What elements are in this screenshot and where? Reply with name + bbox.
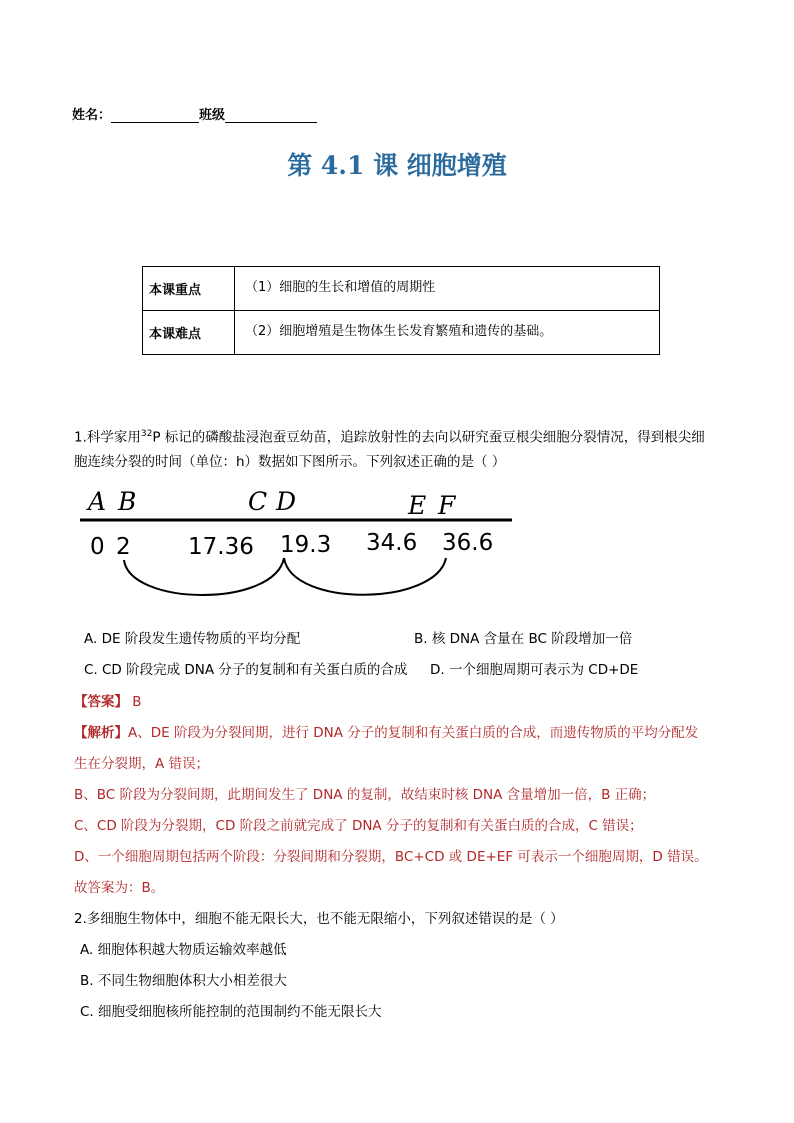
timeline-letter: C — [248, 487, 268, 516]
keypoint-label: 本课难点 — [143, 311, 235, 355]
timeline-number: 34.6 — [366, 530, 418, 556]
q1-option-a[interactable]: A. DE 阶段发生遗传物质的平均分配 — [84, 631, 301, 647]
timeline-letter: B — [118, 487, 137, 516]
analysis-label: 【解析】 — [74, 725, 128, 741]
q2-option-a[interactable]: A. 细胞体积越大物质运输效率越低 — [80, 942, 287, 958]
q1-answer — [74, 692, 142, 712]
q1-option-d[interactable]: D. 一个细胞周期可表示为 CD+DE — [430, 662, 639, 678]
q1-stem-text: P 标记的磷酸盐浸泡蚕豆幼苗，追踪放射性的去向以研究蚕豆根尖细胞分裂情况，得到根尖细 — [152, 429, 705, 446]
q1-superscript: 32 — [140, 429, 153, 439]
page-title: 第 4.1 课 细胞增殖 — [287, 151, 507, 180]
q2-stem: 2.多细胞生物体中，细胞不能无限长大，也不能无限缩小，下列叙述错误的是（ ） — [74, 911, 564, 927]
timeline-number: 0 — [90, 534, 105, 560]
q1-analysis-line: 生在分裂期，A 错误； — [74, 756, 210, 772]
table-row — [143, 267, 660, 311]
answer-label: 【答案】 — [74, 694, 128, 710]
keypoints-table — [142, 266, 660, 355]
q1-stem-line1 — [74, 424, 705, 448]
q2-option-b[interactable]: B. 不同生物细胞体积大小相差很大 — [80, 973, 287, 989]
timeline-letter: D — [276, 487, 297, 516]
q1-stem-line2: 胞连续分裂的时间（单位：h）数据如下图所示。下列叙述正确的是（ ） — [74, 454, 506, 470]
q1-analysis-line — [74, 723, 698, 743]
name-label: 姓名： — [72, 108, 112, 123]
table-row — [143, 311, 660, 355]
analysis-text: A、DE 阶段为分裂间期，进行 DNA 分子的复制和有关蛋白质的合成，而遗传物质的平均分配发 — [128, 725, 699, 741]
timeline-number: 19.3 — [280, 532, 332, 558]
q1-analysis-line: C、CD 阶段为分裂期，CD 阶段之前就完成了 DNA 分子的复制和有关蛋白质的合成，C 错误； — [74, 818, 643, 834]
q2-option-c[interactable]: C. 细胞受细胞核所能控制的范围制约不能无限长大 — [80, 1004, 382, 1020]
q1-analysis-line: D、一个细胞周期包括两个阶段：分裂间期和分裂期，BC+CD 或 DE+EF 可表示一个细胞周期，D 错误。 — [74, 849, 708, 865]
q1-conclusion: 故答案为：B。 — [74, 880, 165, 896]
keypoint-content: （2）细胞增殖是生物体生长发育繁殖和遗传的基础。 — [235, 311, 660, 355]
q1-option-b[interactable]: B. 核 DNA 含量在 BC 阶段增加一倍 — [414, 631, 633, 647]
timeline-number: 2 — [116, 534, 131, 560]
timeline-letter: E — [408, 491, 427, 520]
name-blank[interactable] — [111, 108, 199, 123]
timeline-number: 36.6 — [442, 530, 494, 556]
timeline-letter: F — [438, 491, 456, 520]
q1-stem-text: 1.科学家用 — [74, 429, 141, 446]
cell-cycle-timeline — [78, 484, 518, 606]
cycle-arc-bc — [124, 558, 284, 595]
answer-value: B — [132, 694, 142, 710]
cycle-arc-de — [284, 558, 446, 595]
student-info-line — [72, 104, 317, 123]
keypoint-label: 本课重点 — [143, 267, 235, 311]
q1-option-c[interactable]: C. CD 阶段完成 DNA 分子的复制和有关蛋白质的合成 — [84, 662, 408, 678]
timeline-number: 17.36 — [188, 534, 254, 560]
q1-analysis-line: B、BC 阶段为分裂间期，此期间发生了 DNA 的复制，故结束时核 DNA 含量增加一倍，B 正确； — [74, 787, 656, 803]
class-blank[interactable] — [225, 108, 317, 123]
keypoint-content: （1）细胞的生长和增值的周期性 — [235, 267, 660, 311]
timeline-letter: A — [88, 487, 107, 516]
class-label: 班级 — [199, 108, 226, 123]
